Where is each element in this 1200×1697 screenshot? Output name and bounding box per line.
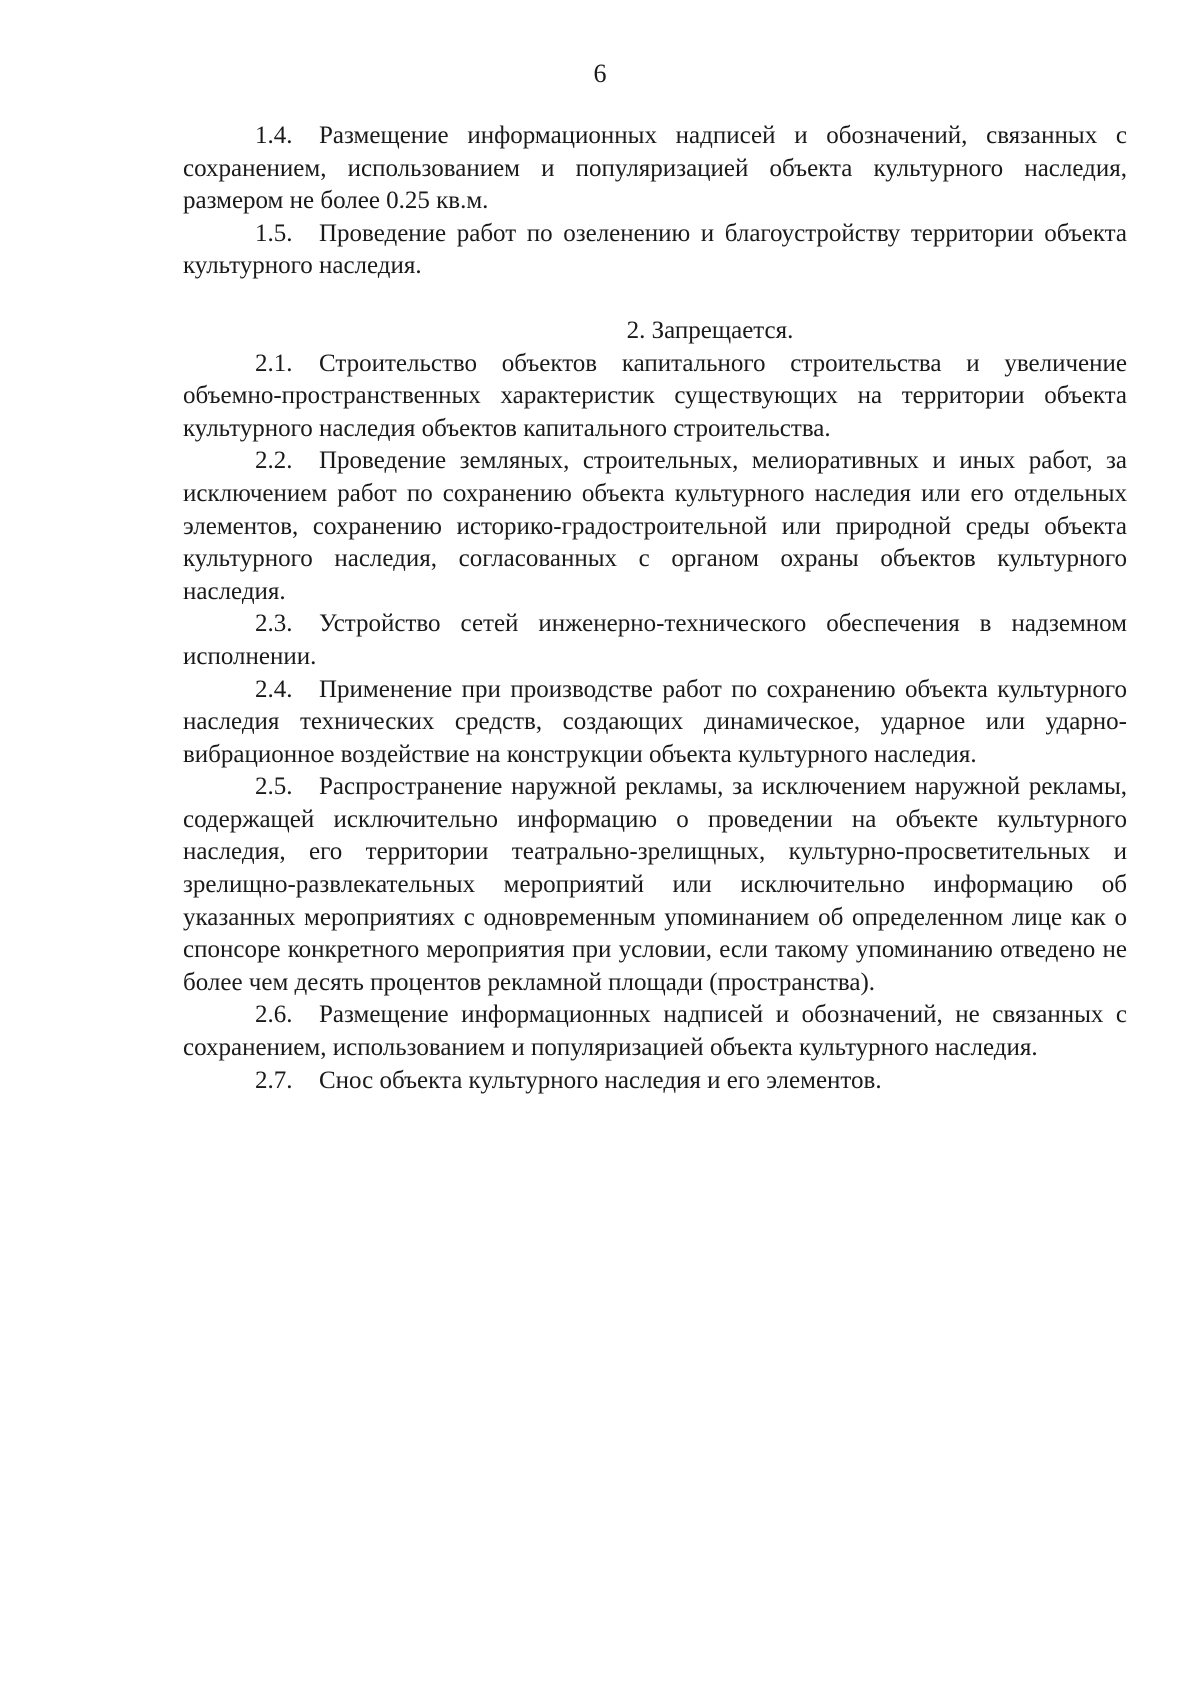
clause-text: Снос объекта культурного наследия и его элементов. [319,1066,882,1094]
clause-2-6 [183,999,1127,1064]
clause-2-4 [183,674,1127,772]
clause-text: Применение при производстве работ по сохранению объекта культурного наследия технических средств, создающих динамическое, ударное или ударно-вибрационное воздействие на конструкции объекта культурного наследия. [183,675,1127,768]
clause-1-5 [183,218,1127,283]
clause-number: 2.4. [255,675,293,703]
clause-number: 2.1. [255,349,293,377]
clause-1-4 [183,120,1127,218]
clause-2-3 [183,608,1127,673]
clause-number: 2.2. [255,447,293,475]
clause-2-7 [183,1065,1127,1098]
clause-number: 1.4. [255,122,293,149]
clause-2-5 [183,771,1127,999]
clause-text: Размещение информационных надписей и обозначений, не связанных с сохранением, использованием и популяризацией объекта культурного наследия. [183,1001,1127,1062]
clause-text: Проведение земляных, строительных, мелиоративных и иных работ, за исключением работ по сохранению объекта культурного наследия или его отдельных элементов, сохранению историко-градостроительной или природной среды объекта культурного наследия, согласованных с органом охраны объектов культурного наследия. [183,447,1127,605]
document-body [183,120,1127,1097]
clause-number: 2.3. [255,610,293,638]
page-number: 6 [593,59,607,88]
clause-2-2 [183,445,1127,608]
clause-number: 2.5. [255,773,293,801]
clause-number: 2.6. [255,1001,293,1029]
clause-number: 1.5. [255,219,293,247]
clause-2-1 [183,348,1127,446]
clause-number: 2.7. [255,1066,293,1094]
clause-text: Размещение информационных надписей и обозначений, связанных с сохранением, использованием и популяризацией объекта культурного наследия, размером не более 0.25 кв.м. [183,122,1127,215]
clause-text: Устройство сетей инженерно-технического обеспечения в надземном исполнении. [183,610,1127,670]
clause-text: Распространение наружной рекламы, за исключением наружной рекламы, содержащей исключительно информацию о проведении на объекте культурного наследия, его территории театрально-зрелищных, культурно-просветительных и зрелищно-развлекательных мероприятий или исключительно информацию об указанных мероприятиях с одновременным упоминанием об определенном лице как о спонсоре конкретного мероприятия при условии, если такому упоминанию отведено не более чем десять процентов рекламной площади (пространства). [183,773,1127,996]
section-heading: 2. Запрещается. [626,316,794,344]
clause-text: Строительство объектов капитального строительства и увеличение объемно-пространственных характеристик существующих на территории объекта культурного наследия объектов капитального строительства. [183,349,1127,442]
clause-text: Проведение работ по озеленению и благоустройству территории объекта культурного наследия. [183,219,1127,280]
